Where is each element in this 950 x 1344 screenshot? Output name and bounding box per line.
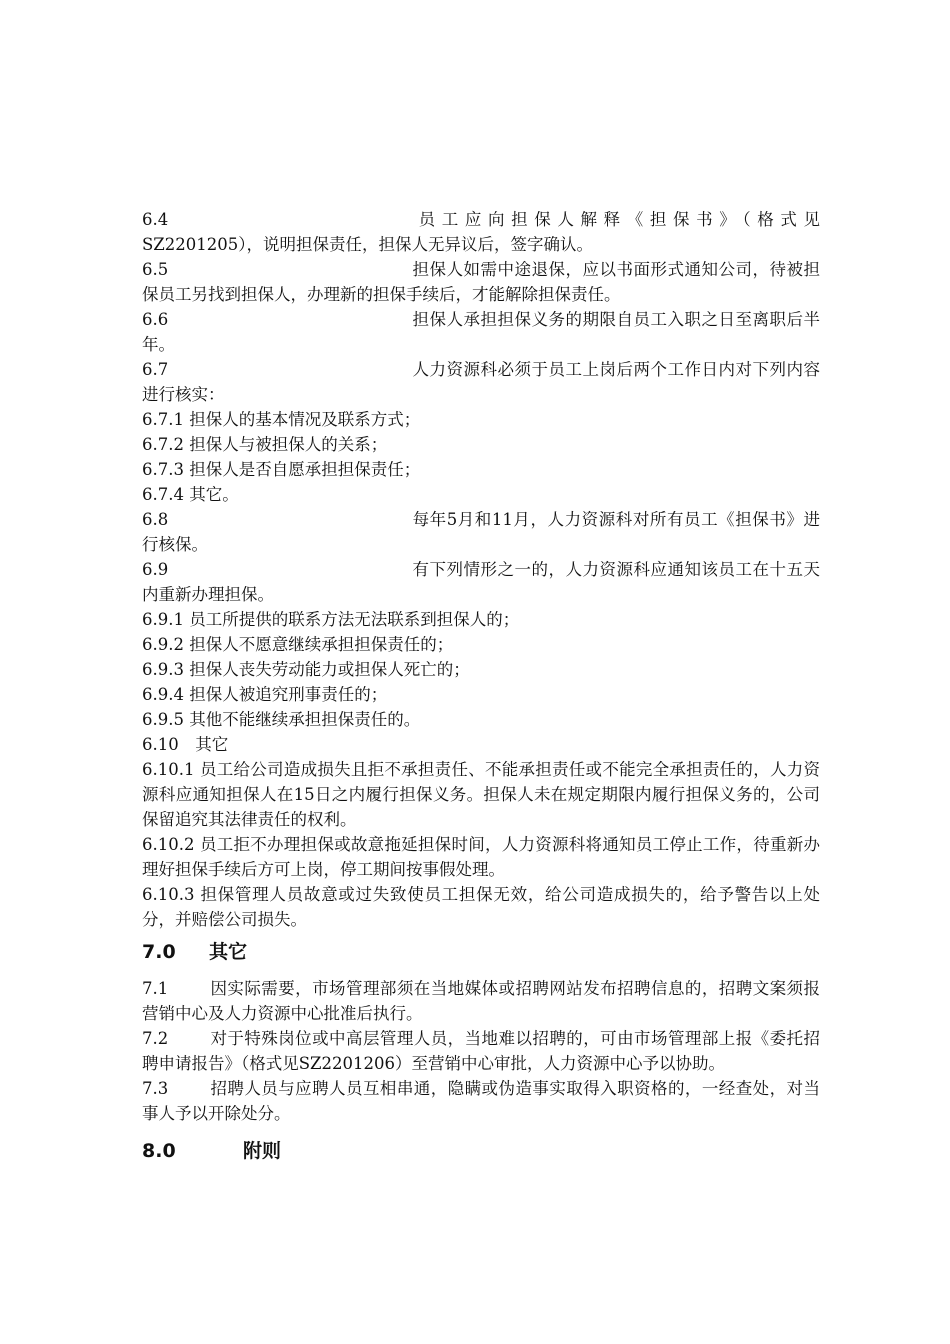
clause-6-7 <box>142 357 820 407</box>
clause-6-9-1: 6.9.1 员工所提供的联系方法无法联系到担保人的； <box>142 610 520 629</box>
clause-text: 人力资源科必须于员工上岗后两个工作日内对下列内容进行核实： <box>142 360 820 404</box>
clause-number: 7.2 <box>142 1029 169 1048</box>
clause-6-10-2: 6.10.2 员工拒不办理担保或故意拖延担保时间，人力资源科将通知员工停止工作，待重新办理好担保手续后方可上岗，停工期间按事假处理。 <box>142 835 820 879</box>
document-body <box>142 207 820 1164</box>
clause-text: 招聘人员与应聘人员互相串通，隐瞒或伪造事实取得入职资格的，一经查处，对当事人予以开除处分。 <box>142 1079 820 1123</box>
clause-6-10-1: 6.10.1 员工给公司造成损失且拒不承担责任、不能承担责任或不能完全承担责任的，人力资源科应通知担保人在15日之内履行担保义务。担保人未在规定期限内履行担保义务的，公司保留追究其法律责任的权利。 <box>142 760 820 829</box>
section-heading-7 <box>142 939 820 965</box>
clause-6-7-1: 6.7.1 担保人的基本情况及联系方式； <box>142 410 421 429</box>
clause-6-10-3: 6.10.3 担保管理人员故意或过失致使员工担保无效，给公司造成损失的，给予警告以上处分，并赔偿公司损失。 <box>142 885 820 929</box>
clause-number: 6.6 <box>142 310 169 329</box>
clause-6-7-3: 6.7.3 担保人是否自愿承担担保责任； <box>142 460 421 479</box>
clause-text: 对于特殊岗位或中高层管理人员，当地难以招聘的，可由市场管理部上报《委托招聘申请报告》（格式见SZ2201206）至营销中心审批，人力资源中心予以协助。 <box>142 1029 820 1073</box>
clause-number: 6.8 <box>142 510 169 529</box>
clause-6-4 <box>142 207 820 257</box>
clause-6-7-2: 6.7.2 担保人与被担保人的关系； <box>142 435 388 454</box>
clause-text: 每年5月和11月，人力资源科对所有员工《担保书》进行核保。 <box>142 510 820 554</box>
clause-number: 6.4 <box>142 210 169 229</box>
clause-number: 6.7 <box>142 360 169 379</box>
clause-6-6 <box>142 307 820 357</box>
clause-number: 7.1 <box>142 979 169 998</box>
clause-number: 6.9 <box>142 560 169 579</box>
clause-6-9-3: 6.9.3 担保人丧失劳动能力或担保人死亡的； <box>142 660 470 679</box>
clause-6-5 <box>142 257 820 307</box>
clause-6-9 <box>142 557 820 607</box>
section-number: 7.0 <box>142 941 176 963</box>
clause-6-9-2: 6.9.2 担保人不愿意继续承担担保责任的； <box>142 635 454 654</box>
clause-6-9-4: 6.9.4 担保人被追究刑事责任的； <box>142 685 388 704</box>
section-number: 8.0 <box>142 1140 176 1162</box>
clause-7-3 <box>142 1076 820 1126</box>
clause-number: 7.3 <box>142 1079 169 1098</box>
clause-text: 因实际需要，市场管理部须在当地媒体或招聘网站发布招聘信息的，招聘文案须报营销中心及人力资源中心批准后执行。 <box>142 979 820 1023</box>
clause-text: 员工应向担保人解释《担保书》（格式见SZ2201205），说明担保责任，担保人无异议后，签字确认。 <box>142 210 820 254</box>
clause-text: 有下列情形之一的，人力资源科应通知该员工在十五天内重新办理担保。 <box>142 560 820 604</box>
section-title: 其它 <box>209 941 248 963</box>
section-title: 附则 <box>243 1140 282 1162</box>
clause-6-7-4: 6.7.4 其它。 <box>142 485 239 504</box>
clause-6-8 <box>142 507 820 557</box>
clause-7-2 <box>142 1026 820 1076</box>
clause-6-10: 6.10 其它 <box>142 735 229 754</box>
clause-number: 6.5 <box>142 260 169 279</box>
clause-text: 担保人如需中途退保，应以书面形式通知公司，待被担保员工另找到担保人，办理新的担保手续后，才能解除担保责任。 <box>142 260 820 304</box>
clause-text: 担保人承担担保义务的期限自员工入职之日至离职后半年。 <box>142 310 820 354</box>
section-heading-8 <box>142 1138 820 1164</box>
clause-6-9-5: 6.9.5 其他不能继续承担担保责任的。 <box>142 710 421 729</box>
clause-7-1 <box>142 976 820 1026</box>
